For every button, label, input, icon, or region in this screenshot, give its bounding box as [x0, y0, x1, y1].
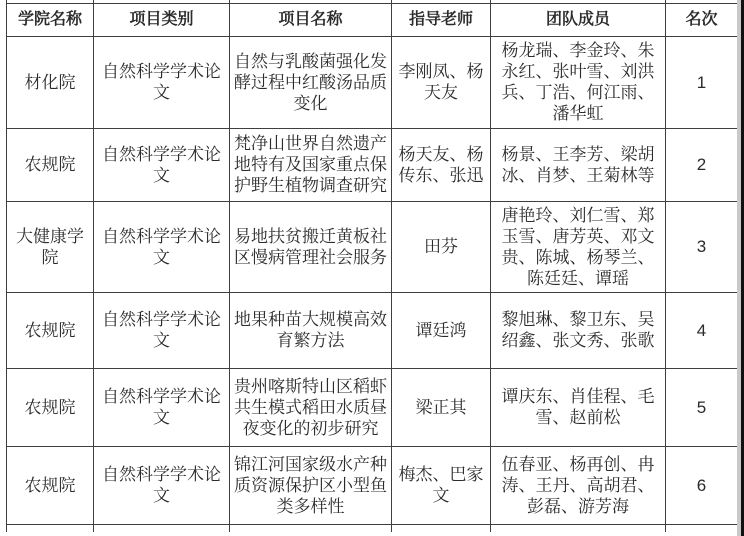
- cell-category: 自然科学学术论文: [94, 446, 230, 524]
- cell-rank: 3: [666, 201, 738, 292]
- header-category: 项目类别: [94, 3, 230, 36]
- table-row: [7, 446, 738, 524]
- cell-college: 农规院: [7, 292, 94, 368]
- results-table: [6, 0, 738, 532]
- cell-college: 农规院: [7, 128, 94, 201]
- cell-advisor: 田芬: [392, 201, 491, 292]
- header-rank: 名次: [666, 3, 738, 36]
- partial-cell: [94, 524, 230, 532]
- cell-rank: 6: [666, 446, 738, 524]
- table-row: [7, 36, 738, 128]
- cell-team: 伍春亚、杨再创、冉涛、王丹、高胡君、彭磊、游芳海: [491, 446, 666, 524]
- cell-project: 易地扶贫搬迁黄板社区慢病管理社会服务: [230, 201, 392, 292]
- cell-team: 杨龙瑞、李金玲、朱永红、张叶雪、刘洪兵、丁浩、何江雨、潘华虹: [491, 36, 666, 128]
- cell-category: 自然科学学术论文: [94, 292, 230, 368]
- cell-college: 农规院: [7, 368, 94, 446]
- cell-category: 自然科学学术论文: [94, 128, 230, 201]
- cell-project: 地果种苗大规模高效育繁方法: [230, 292, 392, 368]
- cell-rank: 5: [666, 368, 738, 446]
- table-header-row: [7, 3, 738, 36]
- cell-rank: 4: [666, 292, 738, 368]
- cell-college: 农规院: [7, 446, 94, 524]
- header-advisor: 指导老师: [392, 3, 491, 36]
- cell-category: 自然科学学术论文: [94, 36, 230, 128]
- table-row: [7, 128, 738, 201]
- cell-project: 贵州喀斯特山区稻虾共生模式稻田水质昼夜变化的初步研究: [230, 368, 392, 446]
- partial-row-bottom: [7, 524, 738, 532]
- cell-advisor: 梅杰、巴家文: [392, 446, 491, 524]
- cell-project: 自然与乳酸菌强化发酵过程中红酸汤品质变化: [230, 36, 392, 128]
- cell-project: 梵净山世界自然遗产地特有及国家重点保护野生植物调查研究: [230, 128, 392, 201]
- cell-rank: 2: [666, 128, 738, 201]
- header-team: 团队成员: [491, 3, 666, 36]
- partial-cell: [230, 524, 392, 532]
- cell-college: 材化院: [7, 36, 94, 128]
- cell-project: 锦江河国家级水产种质资源保护区小型鱼类多样性: [230, 446, 392, 524]
- table-row: [7, 292, 738, 368]
- partial-cell: [7, 524, 94, 532]
- cell-college: 大健康学院: [7, 201, 94, 292]
- header-college: 学院名称: [7, 3, 94, 36]
- cell-team: 黎旭琳、黎卫东、吴绍鑫、张文秀、张歌: [491, 292, 666, 368]
- cell-advisor: 李刚凤、杨天友: [392, 36, 491, 128]
- cell-rank: 1: [666, 36, 738, 128]
- cell-team: 唐艳玲、刘仁雪、郑玉雪、唐芳英、邓文贵、陈城、杨琴兰、陈廷廷、谭瑶: [491, 201, 666, 292]
- partial-cell: [392, 524, 491, 532]
- table-row: [7, 201, 738, 292]
- partial-cell: [666, 524, 738, 532]
- header-project: 项目名称: [230, 3, 392, 36]
- partial-cell: [491, 524, 666, 532]
- cell-advisor: 杨天友、杨传东、张迅: [392, 128, 491, 201]
- cell-advisor: 梁正其: [392, 368, 491, 446]
- cell-category: 自然科学学术论文: [94, 201, 230, 292]
- cell-team: 杨景、王李芳、梁胡冰、肖梦、王菊林等: [491, 128, 666, 201]
- table-row: [7, 368, 738, 446]
- cell-advisor: 谭廷鸿: [392, 292, 491, 368]
- cell-category: 自然科学学术论文: [94, 368, 230, 446]
- cell-team: 谭庆东、肖佳程、毛雪、赵前松: [491, 368, 666, 446]
